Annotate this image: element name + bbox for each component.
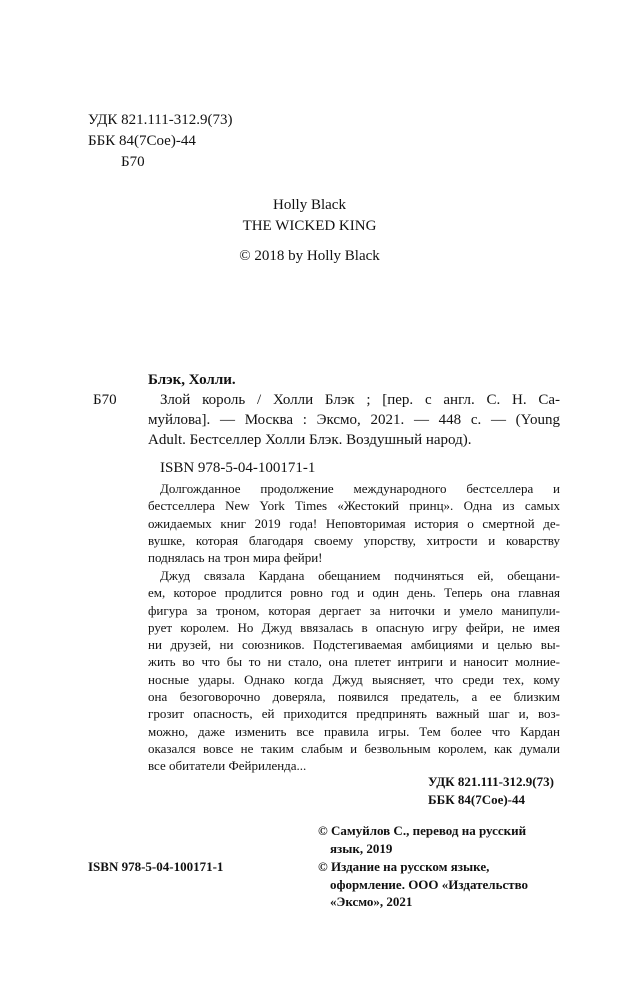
- annotation-line: грозит опасность, ей приходится предпринять важный шаг и, воз-: [148, 706, 560, 722]
- footer-isbn: ISBN 978-5-04-100171-1: [88, 859, 224, 874]
- record-isbn: ISBN 978-5-04-100171-1: [160, 460, 316, 476]
- copyright-line: «Эксмо», 2021: [330, 894, 413, 909]
- annotation-line: оказался вовсе не таким слабым и безвольным королем, как думали: [148, 740, 560, 756]
- record-line: Злой король / Холли Блэк ; [пер. с англ. С. Н. Са-: [160, 392, 560, 408]
- record-description: [148, 390, 560, 450]
- original-author: Holly Black: [273, 197, 346, 213]
- annotation-line: носные удары. Однако когда Джуд выясняет, что среди тех, кому: [148, 671, 560, 687]
- copyright-line: © Самуйлов С., перевод на русский: [318, 823, 527, 838]
- annotation-line: она безоговорочно доверяла, появился предатель, а ее близким: [148, 689, 560, 705]
- bbk-header: ББК 84(7Сое)-44: [88, 133, 196, 149]
- bbk-bottom: ББК 84(7Сое)-44: [428, 792, 526, 807]
- record-heading: Блэк, Холли.: [148, 372, 236, 388]
- annotation-line: бестселлера New York Times «Жестокий принц». Одна из самых: [148, 498, 560, 514]
- copyright-edition: [318, 858, 528, 911]
- record-line: муйлова]. — Москва : Эксмо, 2021. — 448 с. — (Young: [148, 412, 560, 428]
- annotation-line: ожидаемых книг 2019 года! Неповторимая история о смертной де-: [148, 515, 560, 531]
- author-sign-header: Б70: [121, 154, 145, 170]
- annotation-line: Долгожданное продолжение международного бестселлера и: [160, 481, 560, 496]
- copyright-line: © Издание на русском языке,: [318, 859, 490, 874]
- annotation-line: все обитатели Фейриленда...: [148, 758, 307, 774]
- annotation-line: жить во что бы то ни стало, она плетет интриги и наносит молние-: [148, 654, 560, 670]
- annotation-line: фигура за троном, которая дергает за ниточки и умело манипули-: [148, 602, 560, 618]
- record-line: Adult. Бестселлер Холли Блэк. Воздушный народ).: [148, 432, 472, 448]
- annotation-line: поднялась на трон мира фейри!: [148, 550, 323, 566]
- original-copyright: © 2018 by Holly Black: [239, 248, 380, 264]
- record-code: Б70: [93, 392, 117, 408]
- annotation-paragraph-2: [148, 567, 560, 775]
- copyright-line: оформление. ООО «Издательство: [330, 876, 529, 892]
- annotation-line: рует королем. Но Джуд ввязалась в опасную игру фейри, не имея: [148, 619, 560, 635]
- udk-bottom: УДК 821.111-312.9(73): [428, 774, 554, 789]
- udk-header: УДК 821.111-312.9(73): [88, 112, 233, 128]
- annotation-line: ни друзей, ни союзников. Подстегиваемая амбициями и целью вы-: [148, 637, 560, 653]
- annotation-line: Джуд связала Кардана обещанием подчиняться ей, обещани-: [160, 568, 560, 583]
- copyright-line: язык, 2019: [330, 840, 393, 856]
- copyright-translation: [318, 822, 526, 857]
- annotation-line: можно, даже изменить все правила игры. Тем более что Кардан: [148, 723, 560, 739]
- annotation-line: ем, которое продлится ровно год и один день. Теперь она главная: [148, 585, 560, 601]
- original-title: THE WICKED KING: [242, 218, 377, 234]
- annotation-line: вушке, которая благодаря своему упорству, хитрости и коварству: [148, 532, 560, 548]
- annotation-paragraph-1: [148, 480, 560, 566]
